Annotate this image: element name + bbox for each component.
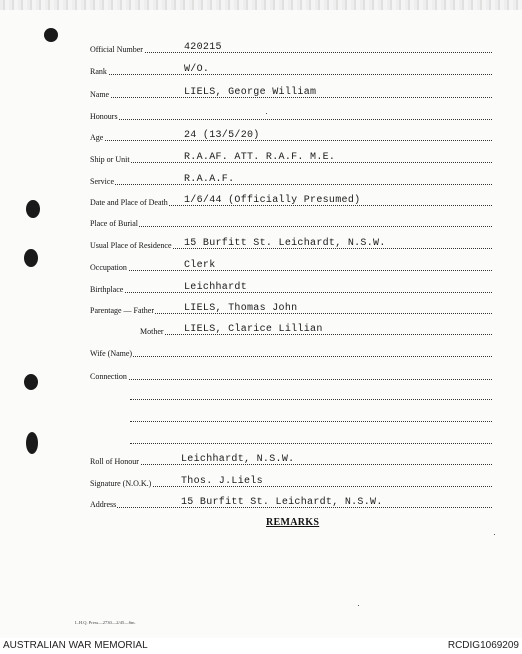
field-value: 420215 <box>184 42 222 53</box>
punch-hole-upper-mid <box>26 200 40 218</box>
field-ship-or-unit <box>90 150 492 166</box>
scan-edge <box>0 0 522 10</box>
field-label: Official Number <box>90 45 143 54</box>
connection-line <box>130 399 492 400</box>
field-label: Connection <box>90 372 127 381</box>
field-value: Thos. J.Liels <box>181 476 263 487</box>
punch-hole-top <box>44 28 58 42</box>
field-label: Honours <box>90 112 118 121</box>
field-value: LIELS, Thomas John <box>184 303 298 314</box>
field-age <box>90 128 492 144</box>
remarks-heading: REMARKS <box>266 517 320 528</box>
field-parentage-father <box>90 301 492 317</box>
field-address <box>90 495 492 511</box>
field-label: Parentage — Father <box>90 306 154 315</box>
field-occupation <box>90 258 492 274</box>
punch-hole-bottom <box>26 432 38 454</box>
field-connection <box>90 367 492 383</box>
field-value: Leichhardt, N.S.W. <box>181 454 295 465</box>
field-official-number <box>90 40 492 56</box>
field-service <box>90 172 492 188</box>
field-signature <box>90 474 492 490</box>
footer-reference: RCDIG1069209 <box>447 640 519 651</box>
field-date-place-death <box>90 193 492 209</box>
field-label: Wife (Name) <box>90 349 133 358</box>
field-label: Name <box>90 90 110 99</box>
field-usual-residence <box>90 236 492 252</box>
connection-line <box>130 421 492 422</box>
field-wife <box>90 344 492 360</box>
field-value: 24 (13/5/20) <box>184 130 260 141</box>
field-value: W/O. <box>184 64 210 75</box>
field-value: R.A.A.F. <box>184 174 235 185</box>
field-rank <box>90 62 492 78</box>
connection-line <box>130 443 492 444</box>
field-value: 15 Burfitt St. Leichardt, N.S.W. <box>181 497 383 508</box>
scan-speck <box>494 534 495 535</box>
field-honours <box>90 107 492 123</box>
field-label: Signature (N.O.K.) <box>90 479 152 488</box>
field-value: LIELS, Clarice Lillian <box>184 324 323 335</box>
field-parentage-mother <box>90 322 492 338</box>
field-label: Address <box>90 500 117 509</box>
field-label: Birthplace <box>90 285 124 294</box>
field-label: Rank <box>90 67 107 76</box>
field-label: Ship or Unit <box>90 155 130 164</box>
field-value: LIELS, George William <box>184 87 317 98</box>
field-label: Occupation <box>90 263 127 272</box>
archive-footer <box>0 638 522 654</box>
field-value: 1/6/44 (Officially Presumed) <box>184 195 361 206</box>
field-roll-of-honour <box>90 452 492 468</box>
field-place-of-burial <box>90 214 492 230</box>
field-label: Place of Burial <box>90 219 138 228</box>
field-value: Leichhardt <box>184 282 248 293</box>
field-value: R.A.AF. ATT. R.A.F. M.E. <box>184 152 336 163</box>
field-label: Mother <box>140 327 164 336</box>
footer-source: AUSTRALIAN WAR MEMORIAL <box>3 640 148 651</box>
field-value: 15 Burfitt St. Leichardt, N.S.W. <box>184 238 386 249</box>
field-name <box>90 85 492 101</box>
punch-hole-lower-mid <box>24 374 38 390</box>
field-label: Age <box>90 133 104 142</box>
field-label: Roll of Honour <box>90 457 139 466</box>
field-label: Date and Place of Death <box>90 198 168 207</box>
punch-hole-mid <box>24 249 38 267</box>
field-value: Clerk <box>184 260 216 271</box>
field-birthplace <box>90 280 492 296</box>
scan-speck <box>358 605 359 606</box>
printer-imprint: L.H.Q. Press—2730—2/45—6m. <box>75 620 136 625</box>
field-label: Usual Place of Residence <box>90 241 172 250</box>
scan-speck <box>266 113 267 114</box>
field-label: Service <box>90 177 114 186</box>
